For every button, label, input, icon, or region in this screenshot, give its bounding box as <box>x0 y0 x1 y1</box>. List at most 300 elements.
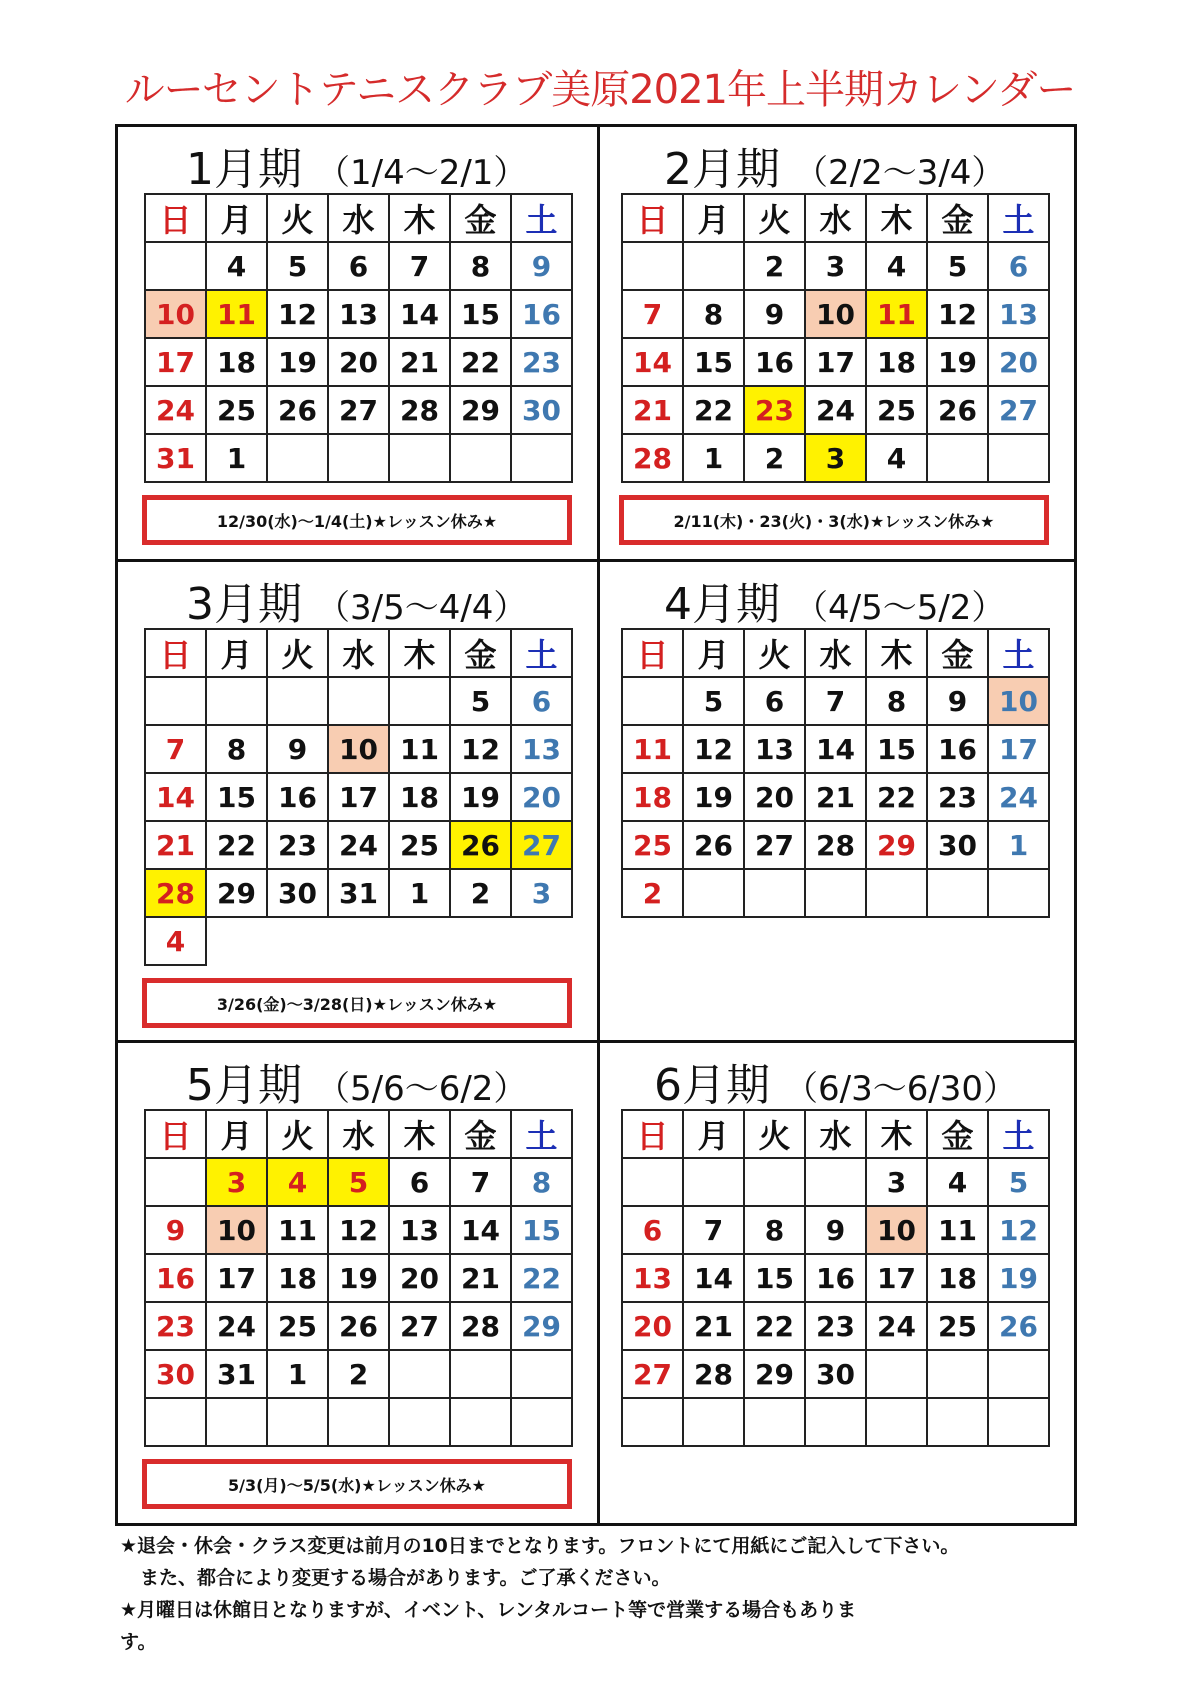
day-cell: 20 <box>988 338 1049 386</box>
day-cell <box>267 434 328 482</box>
footer-line-3: ★月曜日は休館日となりますが、イベント、レンタルコート等で営業する場合もありま <box>120 1599 857 1621</box>
empty-cell <box>511 917 572 965</box>
day-cell <box>267 677 328 725</box>
day-cell: 29 <box>744 1350 805 1398</box>
weekday-mon: 月 <box>206 629 267 677</box>
week-row <box>622 1254 1049 1302</box>
day-cell: 17 <box>988 725 1049 773</box>
day-cell: 18 <box>206 338 267 386</box>
day-cell <box>511 434 572 482</box>
day-cell: 18 <box>622 773 683 821</box>
week-row <box>622 725 1049 773</box>
day-cell: 25 <box>206 386 267 434</box>
day-cell: 17 <box>206 1254 267 1302</box>
day-cell: 26 <box>267 386 328 434</box>
weekday-fri: 金 <box>927 1110 988 1158</box>
week-row <box>145 1254 572 1302</box>
day-cell: 27 <box>988 386 1049 434</box>
day-cell: 30 <box>805 1350 866 1398</box>
day-cell: 14 <box>145 773 206 821</box>
weekday-fri: 金 <box>927 194 988 242</box>
day-cell <box>267 1398 328 1446</box>
day-cell: 26 <box>450 821 511 869</box>
day-cell: 17 <box>866 1254 927 1302</box>
footer-line-4: す。 <box>120 1631 157 1653</box>
holiday-note: 5/3(月)～5/5(水)★レッスン休み★ <box>142 1459 572 1509</box>
day-cell: 7 <box>145 725 206 773</box>
day-cell <box>988 869 1049 917</box>
week-row <box>145 290 572 338</box>
day-cell: 23 <box>511 338 572 386</box>
day-cell: 24 <box>206 1302 267 1350</box>
weekday-header-row <box>622 629 1049 677</box>
period-range: （1/4～2/1） <box>316 153 528 193</box>
empty-cell <box>267 917 328 965</box>
period-name: 3月期 <box>186 579 302 630</box>
day-cell: 24 <box>328 821 389 869</box>
day-cell: 8 <box>744 1206 805 1254</box>
weekday-sat: 土 <box>511 629 572 677</box>
week-row <box>145 821 572 869</box>
day-cell: 13 <box>988 290 1049 338</box>
day-cell: 3 <box>206 1158 267 1206</box>
day-cell: 9 <box>511 242 572 290</box>
day-cell: 12 <box>683 725 744 773</box>
day-cell <box>622 242 683 290</box>
day-cell: 8 <box>450 242 511 290</box>
weekday-thu: 木 <box>866 1110 927 1158</box>
day-cell <box>145 1158 206 1206</box>
day-cell: 1 <box>683 434 744 482</box>
day-cell <box>683 1158 744 1206</box>
day-cell: 21 <box>389 338 450 386</box>
period-title <box>664 133 1005 197</box>
day-cell: 8 <box>866 677 927 725</box>
day-cell: 14 <box>622 338 683 386</box>
week-row <box>622 1302 1049 1350</box>
day-cell: 21 <box>450 1254 511 1302</box>
day-cell <box>389 1398 450 1446</box>
weekday-header-row <box>622 194 1049 242</box>
day-cell <box>622 677 683 725</box>
period-name: 2月期 <box>664 144 780 195</box>
day-cell: 13 <box>511 725 572 773</box>
day-cell <box>683 1398 744 1446</box>
holiday-note: 3/26(金)～3/28(日)★レッスン休み★ <box>142 978 572 1028</box>
day-cell: 2 <box>622 869 683 917</box>
day-cell: 18 <box>389 773 450 821</box>
week-row <box>622 1206 1049 1254</box>
day-cell: 24 <box>145 386 206 434</box>
weekday-fri: 金 <box>450 629 511 677</box>
day-cell: 14 <box>683 1254 744 1302</box>
day-cell: 14 <box>450 1206 511 1254</box>
day-cell <box>927 1398 988 1446</box>
day-cell: 20 <box>389 1254 450 1302</box>
day-cell: 24 <box>805 386 866 434</box>
footer-notes <box>120 1530 1080 1658</box>
day-cell: 8 <box>511 1158 572 1206</box>
day-cell: 16 <box>744 338 805 386</box>
weekday-tue: 火 <box>267 194 328 242</box>
day-cell: 23 <box>744 386 805 434</box>
weekday-tue: 火 <box>267 1110 328 1158</box>
day-cell <box>988 434 1049 482</box>
day-cell <box>145 242 206 290</box>
day-cell: 28 <box>683 1350 744 1398</box>
day-cell: 29 <box>206 869 267 917</box>
footer-line-2: また、都合により変更する場合があります。ご了承ください。 <box>140 1567 671 1589</box>
day-cell: 10 <box>988 677 1049 725</box>
day-cell <box>927 1350 988 1398</box>
day-cell: 27 <box>622 1350 683 1398</box>
day-cell: 19 <box>450 773 511 821</box>
day-cell: 29 <box>450 386 511 434</box>
period-range: （6/3～6/30） <box>784 1069 1018 1109</box>
week-row <box>622 773 1049 821</box>
weekday-thu: 木 <box>389 194 450 242</box>
day-cell: 26 <box>927 386 988 434</box>
weekday-header-row <box>145 1110 572 1158</box>
day-cell: 28 <box>805 821 866 869</box>
day-cell: 7 <box>450 1158 511 1206</box>
day-cell: 12 <box>328 1206 389 1254</box>
day-cell: 6 <box>389 1158 450 1206</box>
weekday-wed: 水 <box>328 1110 389 1158</box>
day-cell: 4 <box>145 917 206 965</box>
empty-cell <box>450 917 511 965</box>
day-cell: 13 <box>328 290 389 338</box>
day-cell: 12 <box>267 290 328 338</box>
weekday-sat: 土 <box>988 629 1049 677</box>
day-cell: 12 <box>927 290 988 338</box>
weekday-mon: 月 <box>206 1110 267 1158</box>
day-cell: 5 <box>927 242 988 290</box>
period-range: （5/6～6/2） <box>316 1069 528 1109</box>
day-cell: 4 <box>267 1158 328 1206</box>
day-cell: 25 <box>389 821 450 869</box>
week-row <box>145 386 572 434</box>
day-cell: 28 <box>389 386 450 434</box>
day-cell: 11 <box>622 725 683 773</box>
day-cell: 21 <box>622 386 683 434</box>
day-cell <box>622 1398 683 1446</box>
day-cell: 24 <box>988 773 1049 821</box>
day-cell: 10 <box>805 290 866 338</box>
day-cell <box>145 1398 206 1446</box>
day-cell: 27 <box>511 821 572 869</box>
day-cell: 11 <box>389 725 450 773</box>
day-cell: 28 <box>145 869 206 917</box>
day-cell: 26 <box>683 821 744 869</box>
day-cell <box>744 1398 805 1446</box>
day-cell: 11 <box>866 290 927 338</box>
day-cell: 23 <box>267 821 328 869</box>
empty-cell <box>389 917 450 965</box>
day-cell: 10 <box>145 290 206 338</box>
day-cell <box>389 434 450 482</box>
day-cell: 6 <box>328 242 389 290</box>
day-cell: 2 <box>450 869 511 917</box>
day-cell: 21 <box>805 773 866 821</box>
day-cell <box>206 1398 267 1446</box>
day-cell: 14 <box>805 725 866 773</box>
day-cell: 22 <box>206 821 267 869</box>
day-cell: 4 <box>206 242 267 290</box>
weekday-wed: 水 <box>805 1110 866 1158</box>
day-cell <box>866 1350 927 1398</box>
day-cell <box>389 1350 450 1398</box>
period-range: （2/2～3/4） <box>794 153 1006 193</box>
day-cell: 31 <box>145 434 206 482</box>
period-title <box>664 568 1005 632</box>
period-title <box>654 1049 1017 1113</box>
day-cell: 7 <box>805 677 866 725</box>
weekday-thu: 木 <box>389 629 450 677</box>
day-cell: 10 <box>328 725 389 773</box>
period-name: 4月期 <box>664 579 780 630</box>
day-cell <box>988 1398 1049 1446</box>
day-cell: 7 <box>683 1206 744 1254</box>
weekday-sat: 土 <box>511 1110 572 1158</box>
period-title <box>186 568 527 632</box>
day-cell: 22 <box>866 773 927 821</box>
day-cell: 5 <box>328 1158 389 1206</box>
month-calendar <box>144 1109 573 1447</box>
weekday-mon: 月 <box>683 629 744 677</box>
day-cell: 5 <box>988 1158 1049 1206</box>
week-row <box>145 1158 572 1206</box>
week-row <box>145 338 572 386</box>
weekday-thu: 木 <box>866 629 927 677</box>
day-cell: 13 <box>389 1206 450 1254</box>
day-cell: 16 <box>805 1254 866 1302</box>
day-cell <box>805 869 866 917</box>
day-cell: 11 <box>927 1206 988 1254</box>
day-cell <box>328 1398 389 1446</box>
calendar-frame <box>115 124 1077 1526</box>
day-cell <box>988 1350 1049 1398</box>
day-cell: 7 <box>389 242 450 290</box>
day-cell: 17 <box>145 338 206 386</box>
day-cell: 9 <box>927 677 988 725</box>
week-row <box>145 869 572 917</box>
week-row <box>145 1206 572 1254</box>
day-cell: 9 <box>145 1206 206 1254</box>
day-cell: 4 <box>866 242 927 290</box>
day-cell: 15 <box>450 290 511 338</box>
month-calendar <box>144 193 573 483</box>
day-cell: 4 <box>927 1158 988 1206</box>
day-cell: 18 <box>927 1254 988 1302</box>
day-cell: 12 <box>988 1206 1049 1254</box>
day-cell: 5 <box>450 677 511 725</box>
page-title: ルーセントテニスクラブ美原2021年上半期カレンダー <box>124 67 1076 113</box>
month-calendar <box>621 628 1050 918</box>
weekday-mon: 月 <box>206 194 267 242</box>
day-cell: 27 <box>389 1302 450 1350</box>
week-row <box>622 1398 1049 1446</box>
period-name: 1月期 <box>186 144 302 195</box>
day-cell: 15 <box>683 338 744 386</box>
day-cell: 1 <box>206 434 267 482</box>
day-cell: 5 <box>683 677 744 725</box>
day-cell: 7 <box>622 290 683 338</box>
footer-line-1: ★退会・休会・クラス変更は前月の10日までとなります。フロントにて用紙にご記入して下さい。 <box>120 1535 960 1557</box>
day-cell <box>805 1158 866 1206</box>
day-cell: 3 <box>866 1158 927 1206</box>
day-cell: 3 <box>511 869 572 917</box>
day-cell: 6 <box>622 1206 683 1254</box>
week-row <box>145 725 572 773</box>
week-row <box>622 338 1049 386</box>
weekday-tue: 火 <box>267 629 328 677</box>
weekday-sun: 日 <box>622 1110 683 1158</box>
weekday-tue: 火 <box>744 629 805 677</box>
weekday-sun: 日 <box>145 1110 206 1158</box>
day-cell: 15 <box>744 1254 805 1302</box>
week-row <box>622 1350 1049 1398</box>
month-calendar <box>621 193 1050 483</box>
day-cell: 4 <box>866 434 927 482</box>
day-cell: 17 <box>328 773 389 821</box>
day-cell: 10 <box>866 1206 927 1254</box>
day-cell: 6 <box>744 677 805 725</box>
weekday-tue: 火 <box>744 194 805 242</box>
day-cell: 29 <box>866 821 927 869</box>
day-cell: 8 <box>683 290 744 338</box>
day-cell <box>866 869 927 917</box>
day-cell <box>927 869 988 917</box>
day-cell <box>511 1398 572 1446</box>
week-row <box>622 869 1049 917</box>
day-cell <box>511 1350 572 1398</box>
day-cell: 17 <box>805 338 866 386</box>
day-cell <box>450 1350 511 1398</box>
day-cell: 19 <box>267 338 328 386</box>
day-cell: 1 <box>988 821 1049 869</box>
day-cell <box>328 677 389 725</box>
day-cell: 1 <box>267 1350 328 1398</box>
weekday-wed: 水 <box>328 194 389 242</box>
day-cell: 20 <box>328 338 389 386</box>
day-cell: 2 <box>744 242 805 290</box>
day-cell: 10 <box>206 1206 267 1254</box>
weekday-sun: 日 <box>622 194 683 242</box>
day-cell: 5 <box>267 242 328 290</box>
week-row <box>622 1158 1049 1206</box>
day-cell: 30 <box>267 869 328 917</box>
day-cell: 15 <box>206 773 267 821</box>
day-cell: 27 <box>744 821 805 869</box>
period-name: 5月期 <box>186 1060 302 1111</box>
day-cell: 12 <box>450 725 511 773</box>
weekday-mon: 月 <box>683 1110 744 1158</box>
day-cell: 30 <box>145 1350 206 1398</box>
week-row <box>622 821 1049 869</box>
day-cell: 1 <box>389 869 450 917</box>
day-cell: 19 <box>683 773 744 821</box>
day-cell: 20 <box>744 773 805 821</box>
day-cell: 19 <box>927 338 988 386</box>
day-cell <box>866 1398 927 1446</box>
week-row <box>145 434 572 482</box>
period-name: 6月期 <box>654 1060 770 1111</box>
weekday-header-row <box>145 194 572 242</box>
day-cell: 16 <box>927 725 988 773</box>
day-cell: 26 <box>328 1302 389 1350</box>
day-cell: 21 <box>683 1302 744 1350</box>
day-cell: 15 <box>511 1206 572 1254</box>
vertical-divider <box>597 127 600 1523</box>
day-cell: 28 <box>622 434 683 482</box>
holiday-note: 2/11(木)・23(火)・3(水)★レッスン休み★ <box>619 495 1049 545</box>
day-cell <box>927 434 988 482</box>
day-cell: 25 <box>622 821 683 869</box>
day-cell: 6 <box>988 242 1049 290</box>
weekday-thu: 木 <box>389 1110 450 1158</box>
weekday-mon: 月 <box>683 194 744 242</box>
horizontal-divider-1 <box>118 559 1074 562</box>
day-cell: 23 <box>805 1302 866 1350</box>
day-cell: 23 <box>145 1302 206 1350</box>
week-row <box>145 1350 572 1398</box>
day-cell: 3 <box>805 242 866 290</box>
week-row <box>622 434 1049 482</box>
holiday-note: 12/30(水)～1/4(土)★レッスン休み★ <box>142 495 572 545</box>
week-row <box>622 242 1049 290</box>
day-cell: 2 <box>328 1350 389 1398</box>
weekday-sun: 日 <box>622 629 683 677</box>
period-range: （3/5～4/4） <box>316 588 528 628</box>
weekday-sat: 土 <box>511 194 572 242</box>
day-cell: 23 <box>927 773 988 821</box>
day-cell: 30 <box>511 386 572 434</box>
day-cell <box>744 869 805 917</box>
period-range: （4/5～5/2） <box>794 588 1006 628</box>
day-cell: 11 <box>206 290 267 338</box>
day-cell: 15 <box>866 725 927 773</box>
day-cell <box>450 1398 511 1446</box>
day-cell: 9 <box>744 290 805 338</box>
day-cell: 21 <box>145 821 206 869</box>
day-cell: 25 <box>267 1302 328 1350</box>
week-row <box>622 677 1049 725</box>
day-cell: 19 <box>328 1254 389 1302</box>
day-cell <box>450 434 511 482</box>
day-cell: 3 <box>805 434 866 482</box>
day-cell <box>389 677 450 725</box>
weekday-wed: 水 <box>328 629 389 677</box>
weekday-sun: 日 <box>145 194 206 242</box>
day-cell: 25 <box>927 1302 988 1350</box>
week-row <box>622 386 1049 434</box>
week-row <box>145 677 572 725</box>
day-cell <box>145 677 206 725</box>
day-cell <box>206 677 267 725</box>
week-row <box>145 1302 572 1350</box>
weekday-sat: 土 <box>988 1110 1049 1158</box>
day-cell: 30 <box>927 821 988 869</box>
weekday-fri: 金 <box>450 1110 511 1158</box>
month-calendar <box>621 1109 1050 1447</box>
day-cell <box>683 869 744 917</box>
day-cell <box>328 434 389 482</box>
period-title <box>186 133 527 197</box>
day-cell: 25 <box>866 386 927 434</box>
day-cell <box>805 1398 866 1446</box>
day-cell <box>744 1158 805 1206</box>
